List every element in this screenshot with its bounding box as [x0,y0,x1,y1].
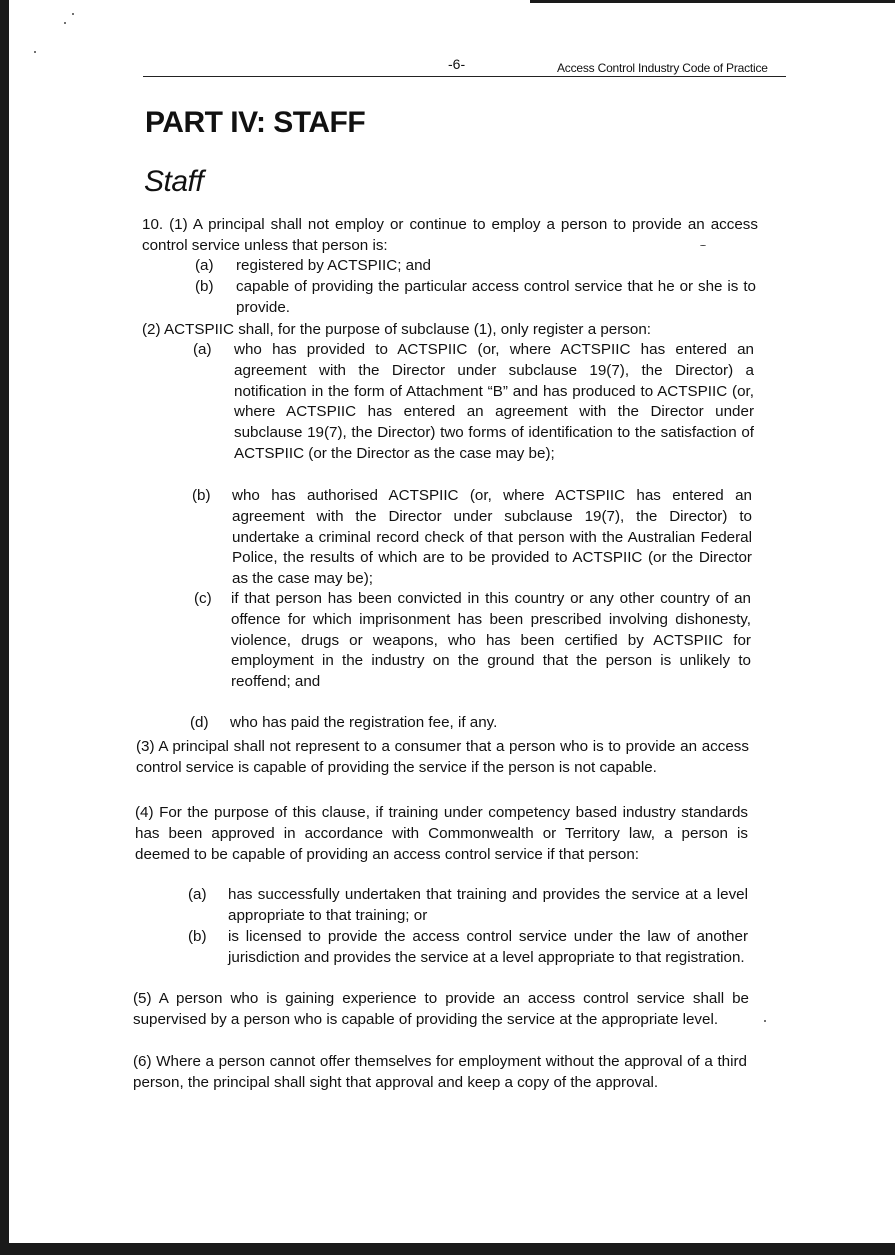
document-title: Access Control Industry Code of Practice [557,61,768,75]
item-text: is licensed to provide the access control service under the law of another jurisdiction and provides the service at a level appropriate to that registration. [228,928,748,966]
item-label: (a) [188,886,207,903]
page-number: -6- [448,56,466,72]
item-text: who has paid the registration fee, if any. [230,714,498,731]
scan-speck [34,51,36,53]
subclause-6: (6) Where a person cannot offer themselves for employment without the approval of a third person, the principal shall sight that approval and keep a copy of the approval. [133,1053,747,1091]
subclause-2-intro: (2) ACTSPIIC shall, for the purpose of subclause (1), only register a person: [142,321,652,338]
header-rule [143,76,786,77]
item-text: if that person has been convicted in this country or any other country of an offence for which imprisonment has been prescribed involving dishonesty, violence, drugs or weapons, who has been certified by ACTSPIIC for employment in the industry on the ground that the person is unlikely to reoffend; and [231,590,751,691]
scan-speck [764,1020,766,1022]
scan-border-top [530,0,895,3]
scan-border-bottom [0,1243,895,1255]
item-text: who has authorised ACTSPIIC (or, where ACTSPIIC has entered an agreement with the Director under subclause 19(7), the Director) to undertake a criminal record check of that person with the Australian Federal Police, the results of which are to be provided to ACTSPIIC (or the Director as the case may be); [232,487,752,588]
scan-speck [72,13,74,15]
subclause-1-intro: 10. (1) A principal shall not employ or continue to employ a person to provide an access control service unless that person is: [142,216,758,254]
section-heading: Staff [144,165,204,198]
item-text: capable of providing the particular access control service that he or she is to provide. [236,278,756,316]
subclause-5: (5) A person who is gaining experience to provide an access control service shall be supervised by a person who is capable of providing the service at the appropriate level. [133,990,749,1028]
item-label: (a) [193,341,212,358]
item-text: has successfully undertaken that training and provides the service at a level appropriate to that training; or [228,886,748,924]
item-text: registered by ACTSPIIC; and [236,257,431,274]
item-label: (b) [192,487,211,504]
part-heading: PART IV: STAFF [145,106,366,139]
item-label: (b) [188,928,207,945]
item-label: (c) [194,590,212,607]
scan-border-left [0,0,9,1255]
scan-speck [64,22,66,24]
subclause-3: (3) A principal shall not represent to a consumer that a person who is to provide an access control service is capable of providing the service if the person is not capable. [136,738,749,776]
item-text: who has provided to ACTSPIIC (or, where ACTSPIIC has entered an agreement with the Director under subclause 19(7), the Director) a notification in the form of Attachment “B” and has produced to ACTSPIIC (or, where ACTSPIIC has entered an agreement with the Director under subclause 19(7), the Director) two forms of identification to the satisfaction of ACTSPIIC (or the Director as the case may be); [234,341,754,462]
item-label: (a) [195,257,214,274]
subclause-4-intro: (4) For the purpose of this clause, if training under competency based industry standards has been approved in accordance with Commonwealth or Territory law, a person is deemed to be capable of providing an access control service if that person: [135,804,748,863]
item-label: (b) [195,278,214,295]
item-label: (d) [190,714,209,731]
